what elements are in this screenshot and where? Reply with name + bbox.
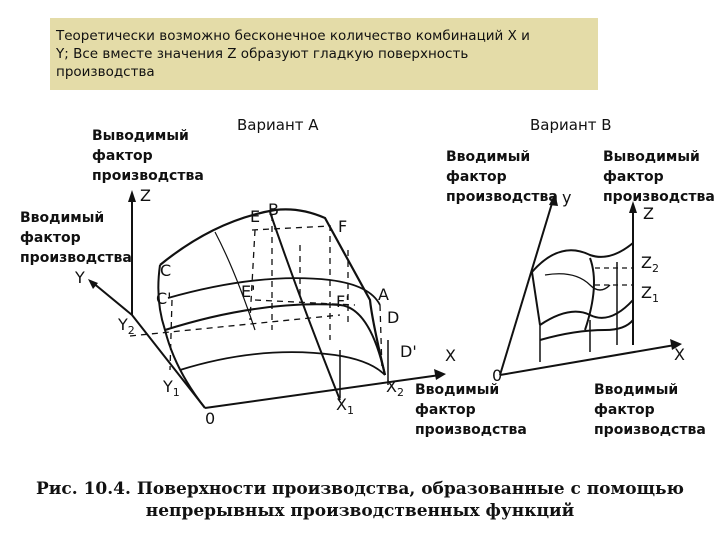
point-e-prime: E' — [241, 282, 256, 301]
variant-b-y-axis — [500, 200, 553, 375]
variant-a-title: Вариант А — [237, 116, 319, 134]
caption-line-1: Теоретически возможно бесконечное количество комбинаций X и — [56, 28, 530, 44]
variant-a-input-y-label-2: фактор — [20, 230, 81, 246]
variant-b-output-label-3: производства — [603, 189, 715, 205]
variant-b-title: Вариант В — [530, 116, 612, 134]
point-d-prime: D' — [400, 342, 417, 361]
variant-a-input-y-label-3: производства — [20, 250, 132, 266]
variant-b-axis-z: Z — [643, 204, 654, 223]
variant-a-axis-z: Z — [140, 186, 151, 205]
variant-a-origin: 0 — [205, 409, 216, 428]
variant-b-output-label-1: Выводимый — [603, 149, 700, 165]
variant-a-output-label-2: фактор — [92, 148, 153, 164]
figure-caption-line-1: Рис. 10.4. Поверхности производства, образованные с помощью — [36, 479, 684, 499]
point-d: D — [387, 308, 400, 327]
point-b: B — [268, 200, 279, 219]
production-surface-figure — [0, 95, 720, 475]
variant-a-input-x-label-1: Вводимый — [415, 382, 500, 398]
point-c-prime: C' — [156, 289, 172, 308]
variant-a-output-label-3: производства — [92, 168, 204, 184]
variant-b-z1: $Z_1$ — [641, 283, 659, 305]
variant-a-diagram — [88, 190, 446, 408]
point-c: C — [160, 261, 172, 280]
point-f: F — [338, 217, 348, 236]
variant-a-x-axis — [205, 375, 440, 408]
variant-b-input-x-label-3: производства — [594, 422, 706, 438]
variant-b-input-x-label-1: Вводимый — [594, 382, 679, 398]
variant-a-output-label-1: Выводимый — [92, 128, 189, 144]
variant-a-axis-x: X — [445, 346, 456, 365]
variant-b-diagram — [500, 193, 682, 375]
caption-line-3: производства — [56, 64, 155, 80]
point-a: A — [378, 285, 389, 304]
variant-b-x-axis — [500, 345, 675, 375]
point-y1: $Y_1$ — [163, 377, 180, 399]
point-f-prime: F' — [336, 292, 350, 311]
variant-b-axis-x: X — [674, 345, 685, 364]
point-e: E — [250, 207, 261, 226]
variant-b-origin: 0 — [492, 366, 503, 385]
variant-a-input-y-label-1: Вводимый — [20, 210, 105, 226]
point-y2: $Y_2$ — [118, 315, 135, 337]
point-x1: $X_1$ — [336, 395, 354, 417]
caption-line-2: Y; Все вместе значения Z образуют гладкую поверхность — [56, 46, 469, 62]
variant-a-input-x-label-2: фактор — [415, 402, 476, 418]
point-x2: $X_2$ — [386, 377, 404, 399]
variant-b-axis-y: y — [562, 188, 572, 207]
variant-a-axis-y: Y — [75, 268, 85, 287]
figure-caption — [0, 478, 720, 522]
variant-b-z2: $Z_2$ — [641, 253, 659, 275]
variant-a-input-x-label-3: производства — [415, 422, 527, 438]
variant-b-input-y-label-1: Вводимый — [446, 149, 531, 165]
variant-b-input-y-label-2: фактор — [446, 169, 507, 185]
header-caption-box — [50, 18, 598, 90]
figure-caption-line-2: непрерывных производственных функций — [145, 501, 575, 521]
variant-a-y-axis — [92, 282, 132, 315]
variant-b-input-x-label-2: фактор — [594, 402, 655, 418]
variant-b-output-label-2: фактор — [603, 169, 664, 185]
variant-b-input-y-label-3: производства — [446, 189, 558, 205]
